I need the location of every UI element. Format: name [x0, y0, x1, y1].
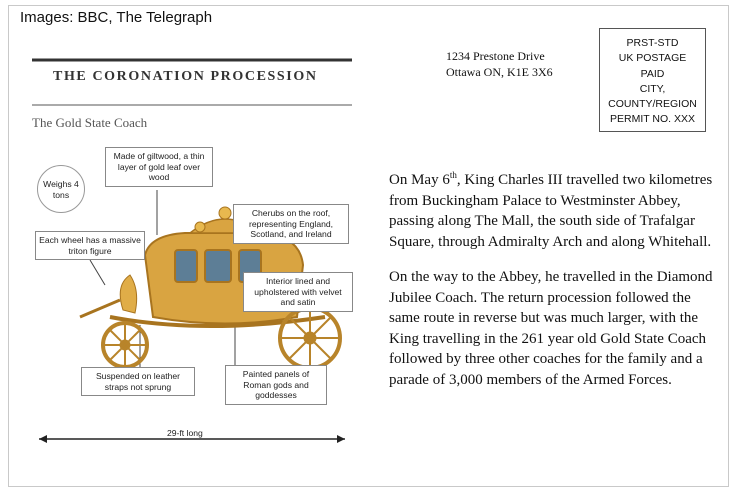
stamp-line-2: UK POSTAGE [618, 52, 687, 65]
stamp-line-5: COUNTY/REGION [608, 98, 697, 111]
address-block [446, 48, 553, 80]
callout-panels: Painted panels of Roman gods and goddesses [225, 365, 327, 405]
infographic-subtitle: The Gold State Coach [32, 115, 148, 130]
callout-cherubs: Cherubs on the roof, representing England, Scotland, and Ireland [233, 204, 349, 244]
message-paragraph-2: On the way to the Abbey, he travelled in the Diamond Jubilee Coach. The return procession followed the same route in reverse but was much larger, with the King travelling in the 261 year old Gold State Coach followed by three other coaches for the family and a parade of 3,000 members of the Armed Forces. [389, 269, 713, 388]
callout-wheel: Each wheel has a massive triton figure [35, 231, 145, 260]
p1-superscript: th [449, 170, 457, 180]
callout-interior: Interior lined and upholstered with velvet and satin [243, 272, 353, 312]
stamp-line-3: PAID [640, 67, 665, 80]
address-line-2: Ottawa ON, K1E 3X6 [446, 65, 553, 79]
address-line-1: 1234 Prestone Drive [446, 49, 545, 63]
infographic-title: THE CORONATION PROCESSION [53, 69, 318, 84]
stamp-line-6: PERMIT NO. XXX [610, 113, 695, 126]
stamp-line-1: PRST-STD [626, 37, 679, 49]
stamp-line-4: CITY, [639, 82, 666, 95]
weight-badge: Weighs 4 tons [37, 165, 85, 213]
callout-giltwood: Made of giltwood, a thin layer of gold leaf over wood [105, 147, 213, 187]
arrow-right-head [337, 435, 345, 443]
postcard-message [389, 170, 719, 405]
length-label: 29-ft long [163, 428, 207, 438]
callout-straps: Suspended on leather straps not sprung [81, 367, 195, 396]
arrow-left-head [39, 435, 47, 443]
message-paragraph-1 [389, 170, 719, 252]
image-credit: Images: BBC, The Telegraph [20, 9, 213, 26]
coach-infographic [25, 55, 360, 450]
p1-start: On May 6 [389, 172, 450, 188]
postage-stamp-box [599, 28, 706, 132]
p1-rest: , King Charles III travelled two kilometres from Buckingham Palace to Westminster Abbey, passing along The Mall, the south side of Trafalgar Square, through Admiralty Arch and along Whitehall. [389, 172, 713, 250]
connector-wheel [90, 260, 105, 285]
